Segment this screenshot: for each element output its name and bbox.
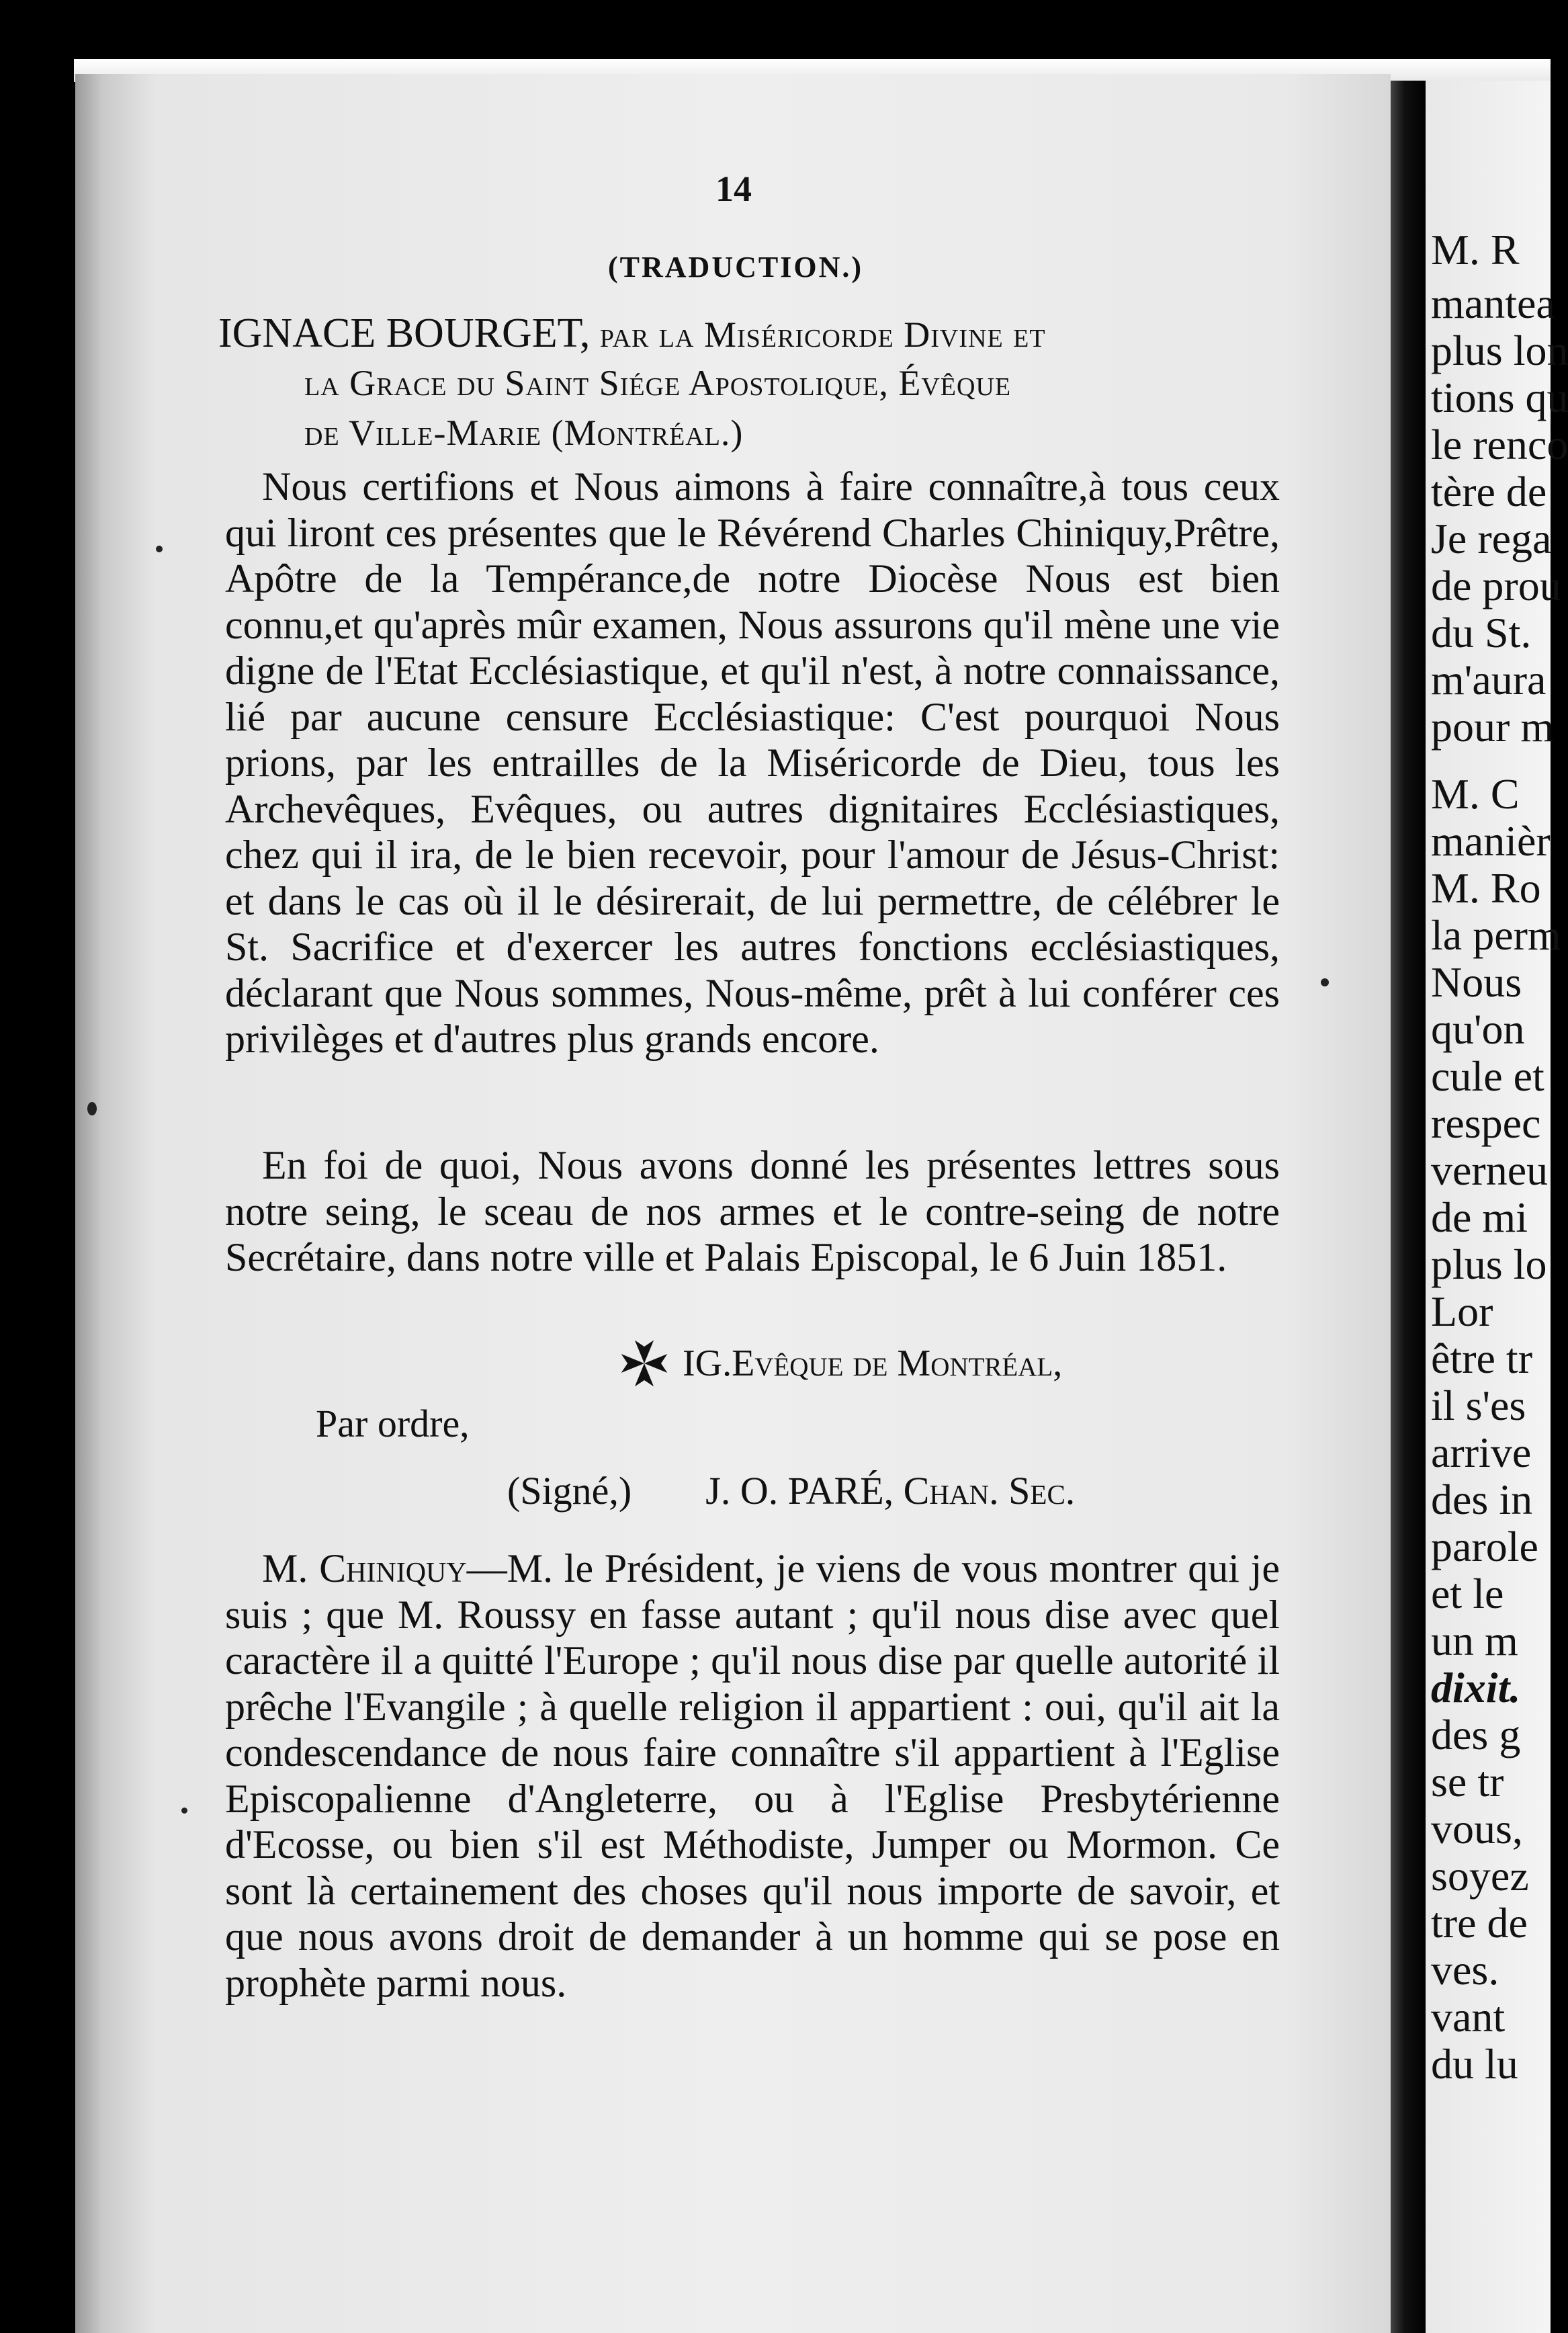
facing-page-line: dixit. <box>1431 1664 1521 1711</box>
facing-page-line: manièr <box>1431 817 1551 865</box>
facing-page-line: tions qu <box>1431 374 1568 421</box>
facing-page-line: m'aura <box>1431 656 1547 704</box>
facing-page-line: arrive <box>1431 1429 1532 1476</box>
par-ordre: Par ordre, <box>316 1402 470 1445</box>
facing-page-line: pour m <box>1431 703 1555 751</box>
signature-ig: IG. <box>683 1343 732 1384</box>
facing-page-line: vant <box>1431 1993 1506 2041</box>
paragraph-chiniquy <box>225 1545 1280 2006</box>
heading-line-1 <box>218 309 1280 359</box>
signe-label: (Signé,) <box>507 1469 632 1513</box>
heading-line-2: la Grace du Saint Siége Apostolique, Évêque <box>304 363 1012 403</box>
scan-speck <box>87 1102 97 1115</box>
facing-page-line: qu'on <box>1431 1005 1525 1053</box>
facing-page-line: Nous <box>1431 958 1522 1006</box>
scan-speck <box>156 546 163 552</box>
facing-page-line: verneu <box>1431 1146 1549 1194</box>
facing-page-line: parole <box>1431 1523 1538 1570</box>
maltese-cross-icon <box>618 1337 670 1390</box>
document-heading <box>218 309 1280 457</box>
facing-page-line: du lu <box>1431 2040 1518 2088</box>
facing-page-line: de prou <box>1431 562 1561 609</box>
facing-page-line: M. C <box>1431 770 1520 818</box>
facing-page-line: M. Ro <box>1431 864 1541 912</box>
facing-page-line: des g <box>1431 1711 1521 1758</box>
facing-page-line: il s'es <box>1431 1382 1526 1429</box>
scan-speck <box>1321 978 1329 986</box>
page-number: 14 <box>715 169 752 209</box>
facing-page-line: respec <box>1431 1099 1541 1147</box>
facing-page-line: plus lon <box>1431 327 1568 374</box>
facing-page-line: la perm <box>1431 911 1561 959</box>
speaker-name: M. Chiniquy <box>262 1546 467 1590</box>
secretary-title: Chan. Sec. <box>894 1469 1076 1513</box>
paragraph-3 <box>225 1545 1280 2006</box>
bishop-signature <box>618 1337 1062 1390</box>
facing-page-line: un m <box>1431 1617 1518 1664</box>
facing-page-line: vous, <box>1431 1805 1523 1853</box>
heading-name: IGNACE BOURGET, <box>218 310 591 356</box>
facing-page-line: des in <box>1431 1476 1533 1523</box>
facing-page-line: le renco <box>1431 421 1568 468</box>
book-gutter <box>1391 81 1426 2333</box>
paragraph-1-text: Nous certifions et Nous aimons à faire connaître,à tous ceux qui liront ces présentes que le Révérend Charles Chiniquy,Prêtre, Apôtre de la Tempérance,de notre Diocèse Nous est bien connu,et qu'après mûr examen, Nous assurons qu'il mène une vie digne de l'Etat Ecclésiastique, et qu'il n'est, à notre connaissance, lié par aucune censure Ecclésiastique: C'est pourquoi Nous prions, par les entrailles de la Miséricorde de Dieu, tous les Archevêques, Evêques, ou autres dignitaires Ecclésiastiques, chez qui il ira, de le bien recevoir, pour l'amour de Jésus-Christ: et dans le cas où il le désirerait, de lui permettre, de célébrer le St. Sacrifice et d'exercer les autres fonctions ecclésiastiques, déclarant que Nous sommes, Nous-même, prêt à lui conférer ces privilèges et d'autres plus grands encore. <box>225 464 1280 1061</box>
facing-page-line: se tr <box>1431 1758 1504 1806</box>
facing-page-line: soyez <box>1431 1852 1529 1900</box>
facing-page-line: plus lo <box>1431 1240 1547 1288</box>
paragraph-3-text: —M. le Président, je viens de vous montrer qui je suis ; que M. Roussy en fasse autant ; qu'il nous dise avec quel caractère il a quitté l'Europe ; qu'il nous dise par quelle autorité il prêche l'Evangile ; à quelle religion il appartient : oui, qu'il ait la condescendance de nous faire connaître s'il appartient à l'Eglise Episcopalienne d'Angleterre, ou à l'Eglise Presbytérienne d'Ecosse, ou bien s'il est Méthodiste, Jumper ou Mormon. Ce sont là certainement des choses qu'il nous importe de savoir, et que nous avons droit de demander à un homme qui se pose en prophète parmi nous. <box>225 1546 1280 2005</box>
heading-line-3 <box>218 407 1280 457</box>
facing-page-line: cule et <box>1431 1052 1544 1100</box>
facing-page-line: Lor <box>1431 1287 1493 1335</box>
facing-page <box>1426 81 1568 2333</box>
facing-page-line: M. R <box>1431 226 1520 273</box>
facing-page-line: du St. <box>1431 609 1532 656</box>
facing-page-line: ves. <box>1431 1946 1499 1994</box>
facing-page-line: tre de <box>1431 1899 1528 1947</box>
facing-page-line: tère de <box>1431 468 1547 515</box>
secretary-name: J. O. PARÉ, <box>705 1469 894 1513</box>
heading-line-3-b: (Montréal.) <box>541 413 744 453</box>
paragraph-en-foi <box>225 1142 1280 1281</box>
signature-title: Evêque de Montréal, <box>732 1343 1063 1384</box>
facing-page-line: être tr <box>1431 1334 1532 1382</box>
heading-line-1-rest: par la Miséricorde Divine et <box>590 314 1046 355</box>
facing-page-line: Je rega <box>1431 515 1552 562</box>
heading-line-3-a: de Ville-Marie <box>304 413 542 453</box>
paragraph-2-text: En foi de quoi, Nous avons donné les présentes lettres sous notre seing, le sceau de nos armes et le contre-seing de notre Secrétaire, dans notre ville et Palais Episcopal, le 6 Juin 1851. <box>225 1143 1280 1279</box>
paragraph-certification <box>225 464 1280 1062</box>
scan-speck <box>181 1808 187 1814</box>
facing-page-line: et le <box>1431 1570 1504 1617</box>
facing-page-line: mantea <box>1431 280 1555 327</box>
secretary-signature <box>507 1468 1075 1513</box>
facing-page-line: de mi <box>1431 1193 1528 1241</box>
traduction-heading: (TRADUCTION.) <box>608 251 863 284</box>
